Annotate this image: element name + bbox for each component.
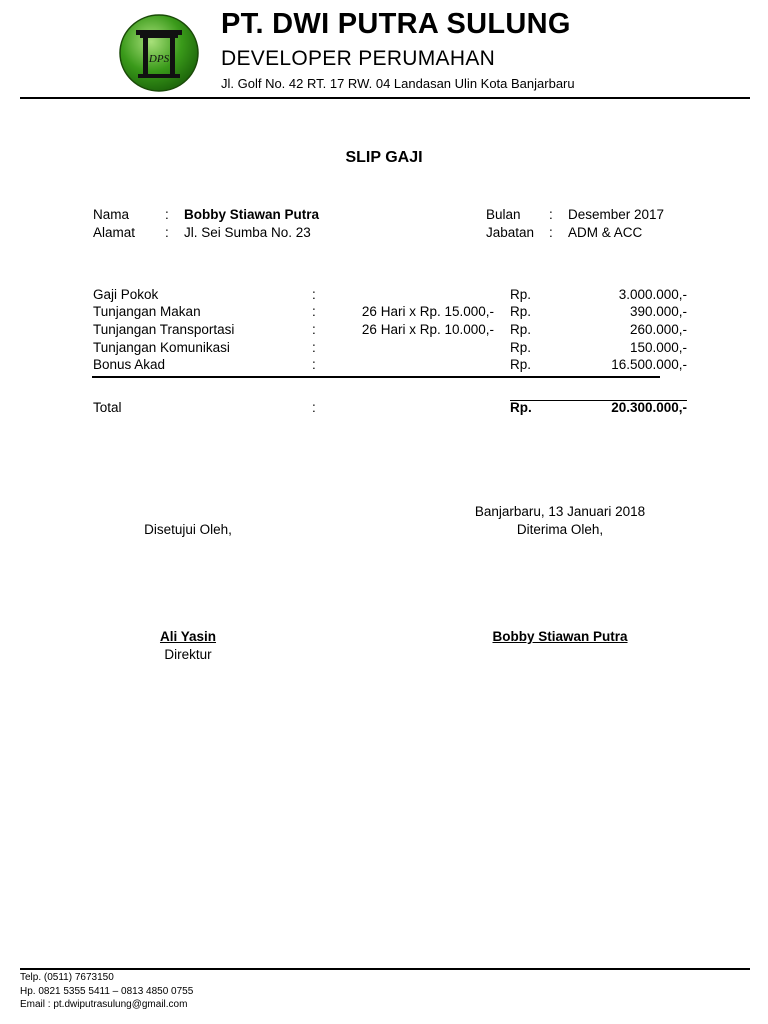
item-detail: 26 Hari x Rp. 15.000,-	[361, 304, 494, 319]
name-value: Bobby Stiawan Putra	[184, 207, 320, 222]
item-amount: 16.500.000,-	[611, 357, 687, 372]
item-currency: Rp.	[510, 340, 532, 355]
item-label: Tunjangan Transportasi	[93, 322, 235, 337]
approver-name: Ali Yasin	[159, 629, 217, 644]
item-label: Tunjangan Makan	[93, 304, 201, 319]
company-address: Jl. Golf No. 42 RT. 17 RW. 04 Landasan Ulin Kota Banjarbaru	[221, 76, 575, 91]
item-amount: 260.000,-	[629, 322, 687, 337]
total-label: Total	[93, 400, 122, 415]
item-colon: :	[312, 304, 316, 319]
position-colon: :	[549, 225, 553, 240]
address-label: Alamat	[93, 225, 136, 240]
item-colon: :	[312, 357, 316, 372]
total-currency: Rp.	[510, 400, 532, 415]
name-label: Nama	[93, 207, 130, 222]
item-currency: Rp.	[510, 322, 532, 337]
month-label: Bulan	[486, 207, 521, 222]
month-colon: :	[549, 207, 553, 222]
logo-monogram: DPS	[148, 53, 170, 65]
footer-divider	[20, 968, 750, 970]
footer-phone: Telp. (0511) 7673150	[20, 972, 114, 983]
place-date: Banjarbaru, 13 Januari 2018	[474, 504, 646, 519]
received-label: Diterima Oleh,	[516, 522, 604, 537]
month-value: Desember 2017	[568, 207, 665, 222]
company-subtitle: DEVELOPER PERUMAHAN	[221, 47, 496, 70]
approved-label: Disetujui Oleh,	[144, 522, 232, 537]
company-name: PT. DWI PUTRA SULUNG	[221, 8, 571, 40]
total-colon: :	[312, 400, 316, 415]
name-colon: :	[165, 207, 169, 222]
item-label: Gaji Pokok	[93, 287, 159, 302]
position-value: ADM & ACC	[568, 225, 643, 240]
item-currency: Rp.	[510, 304, 532, 319]
receiver-name: Bobby Stiawan Putra	[492, 629, 628, 644]
item-label: Tunjangan Komunikasi	[93, 340, 230, 355]
item-label: Bonus Akad	[93, 357, 166, 372]
item-currency: Rp.	[510, 287, 532, 302]
address-colon: :	[165, 225, 169, 240]
item-colon: :	[312, 322, 316, 337]
item-amount: 390.000,-	[629, 304, 687, 319]
total-amount: 20.300.000,-	[611, 400, 687, 415]
footer-email: Email : pt.dwiputrasulung@gmail.com	[20, 999, 188, 1010]
position-label: Jabatan	[486, 225, 535, 240]
subtotal-divider	[92, 376, 660, 378]
address-value: Jl. Sei Sumba No. 23	[184, 225, 311, 240]
document-title: SLIP GAJI	[345, 149, 423, 166]
item-colon: :	[312, 340, 316, 355]
footer-mobile: Hp. 0821 5355 5411 – 0813 4850 0755	[20, 986, 194, 997]
item-currency: Rp.	[510, 357, 532, 372]
approver-title: Direktur	[164, 647, 212, 662]
header-divider	[20, 97, 750, 99]
item-amount: 150.000,-	[629, 340, 687, 355]
item-detail: 26 Hari x Rp. 10.000,-	[361, 322, 494, 337]
item-amount: 3.000.000,-	[618, 287, 687, 302]
company-logo	[119, 14, 199, 92]
item-colon: :	[312, 287, 316, 302]
